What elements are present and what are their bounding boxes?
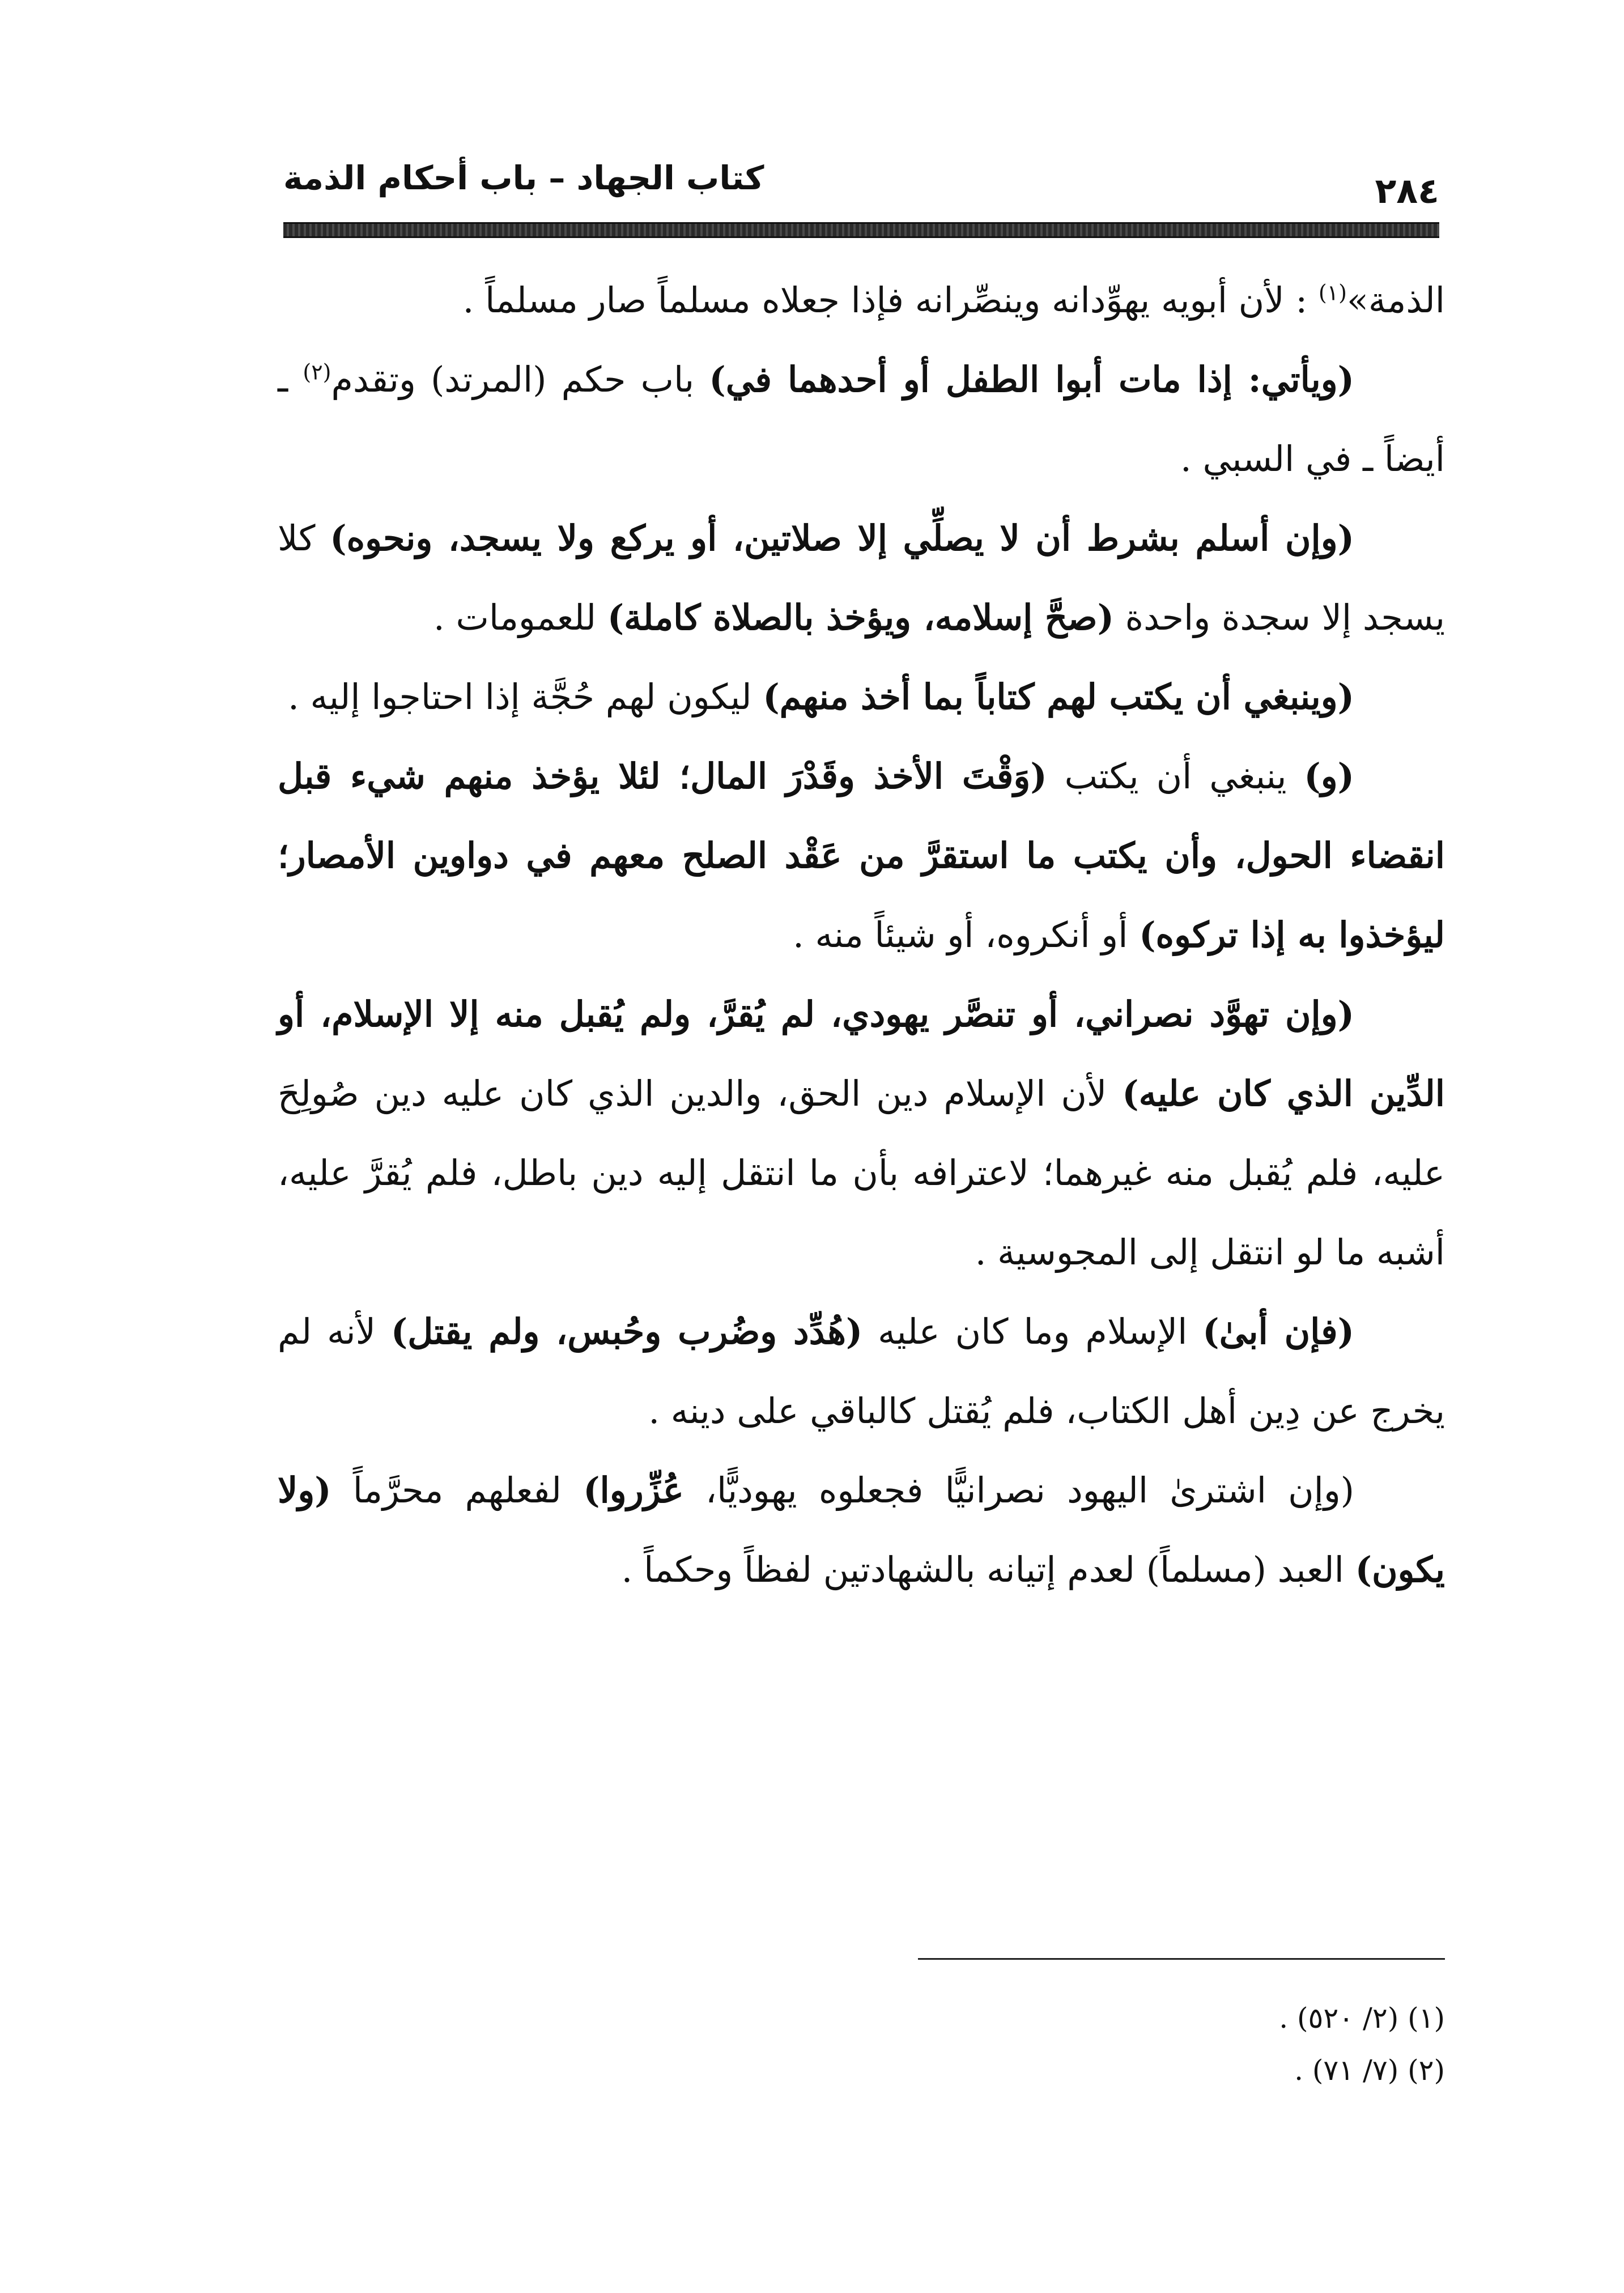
footnote-1: (١) (٢/ ٥٢٠) . [1279, 2002, 1445, 2035]
footnotes [963, 1992, 1445, 2096]
text-run: أو أنكروه، أو شيئاً منه . [793, 914, 1140, 956]
running-title: كتاب الجهاد – باب أحكام الذمة [283, 159, 764, 197]
text-run: لأن الإسلام دين الحق، والدين الذي كان عليه دين صُولِحَ عليه، فلم يُقبل منه غيرهما؛ لاعترافه بأن ما انتقل إليه دين باطل، فلم يُقرَّ عليه، أشبه ما لو انتقل إلى المجوسية . [278, 1073, 1445, 1273]
paragraph-6 [278, 975, 1445, 1292]
paragraph-8 [278, 1451, 1445, 1610]
matn-text: (و) [1304, 755, 1354, 797]
paragraph-1 [278, 261, 1445, 340]
footnote-ref-2: (٢) [303, 359, 331, 385]
footnote-separator [918, 1958, 1445, 1960]
matn-text: (وَقْتَ الأخذ وقَدْرَ المال؛ لئلا يؤخذ منهم شيء قبل انقضاء الحول، وأن يكتب ما استقرَّ من عَقْد الصلح معهم في دواوين الأمصار؛ ليؤخذوا به إذا تركوه) [278, 755, 1445, 956]
text-run: الذمة» [1346, 279, 1445, 321]
text-run: (وإن اشترىٰ اليهود نصرانيًّا فجعلوه يهوديًّا، [683, 1470, 1354, 1511]
matn-text: (وإن أسلم بشرط أن لا يصلِّي إلا صلاتين، أو يركع ولا يسجد، ونحوه) [330, 517, 1355, 559]
text-run: للعمومات . [433, 597, 607, 638]
paragraph-3 [278, 499, 1445, 657]
paragraph-7 [278, 1292, 1445, 1451]
paragraph-5 [278, 737, 1445, 975]
matn-text: عُزِّروا) [583, 1470, 684, 1511]
matn-text: (فإن أبىٰ) [1202, 1311, 1354, 1352]
page-header [283, 142, 1439, 249]
paragraph-2 [278, 340, 1445, 499]
text-run: الإسلام وما كان عليه [862, 1311, 1203, 1352]
matn-text: (وينبغي أن يكتب لهم كتاباً بما أخذ منهم) [763, 676, 1354, 717]
header-rule [283, 222, 1439, 238]
matn-text: (صحَّ إسلامه، ويؤخذ بالصلاة كاملة) [607, 597, 1114, 638]
matn-text: (ولا يكون) [278, 1470, 1445, 1590]
page-number: ٢٨٤ [1375, 170, 1439, 211]
text-run: لفعلهم محرَّماً [331, 1470, 584, 1511]
footnote-ref-1: (١) [1318, 280, 1347, 305]
paragraph-4 [278, 657, 1445, 737]
text-run: : لأن أبويه يهوِّدانه وينصِّرانه فإذا جعلاه مسلماً صار مسلماً . [462, 279, 1319, 321]
text-run: كلا يسجد إلا سجدة واحدة [278, 517, 1445, 638]
matn-text: (هُدِّد وضُرب وحُبس، ولم يقتل) [390, 1311, 863, 1352]
matn-text: (وإن تهوَّد نصراني، أو تنصَّر يهودي، لم يُقرَّ، ولم يُقبل منه إلا الإسلام، أو الدِّين الذي كان عليه) [278, 993, 1445, 1114]
footnote-2: (٢) (٧/ ٧١) . [1294, 2054, 1445, 2087]
text-run: باب حكم (المرتد) وتقدم [331, 359, 709, 400]
text-run: ينبغي أن يكتب [1047, 755, 1304, 797]
text-run: ليكون لهم حُجَّة إذا احتاجوا إليه . [288, 676, 763, 717]
text-run: ـ أيضاً ـ في السبي . [278, 359, 1445, 479]
text-run: لأنه لم يخرج عن دِين أهل الكتاب، فلم يُقتل كالباقي على دينه . [278, 1311, 1445, 1432]
main-text [278, 261, 1445, 1610]
matn-text: (ويأتي: إذا مات أبوا الطفل أو أحدهما في) [709, 359, 1355, 400]
text-run: العبد (مسلماً) لعدم إتيانه بالشهادتين لفظاً وحكماً . [621, 1549, 1355, 1590]
